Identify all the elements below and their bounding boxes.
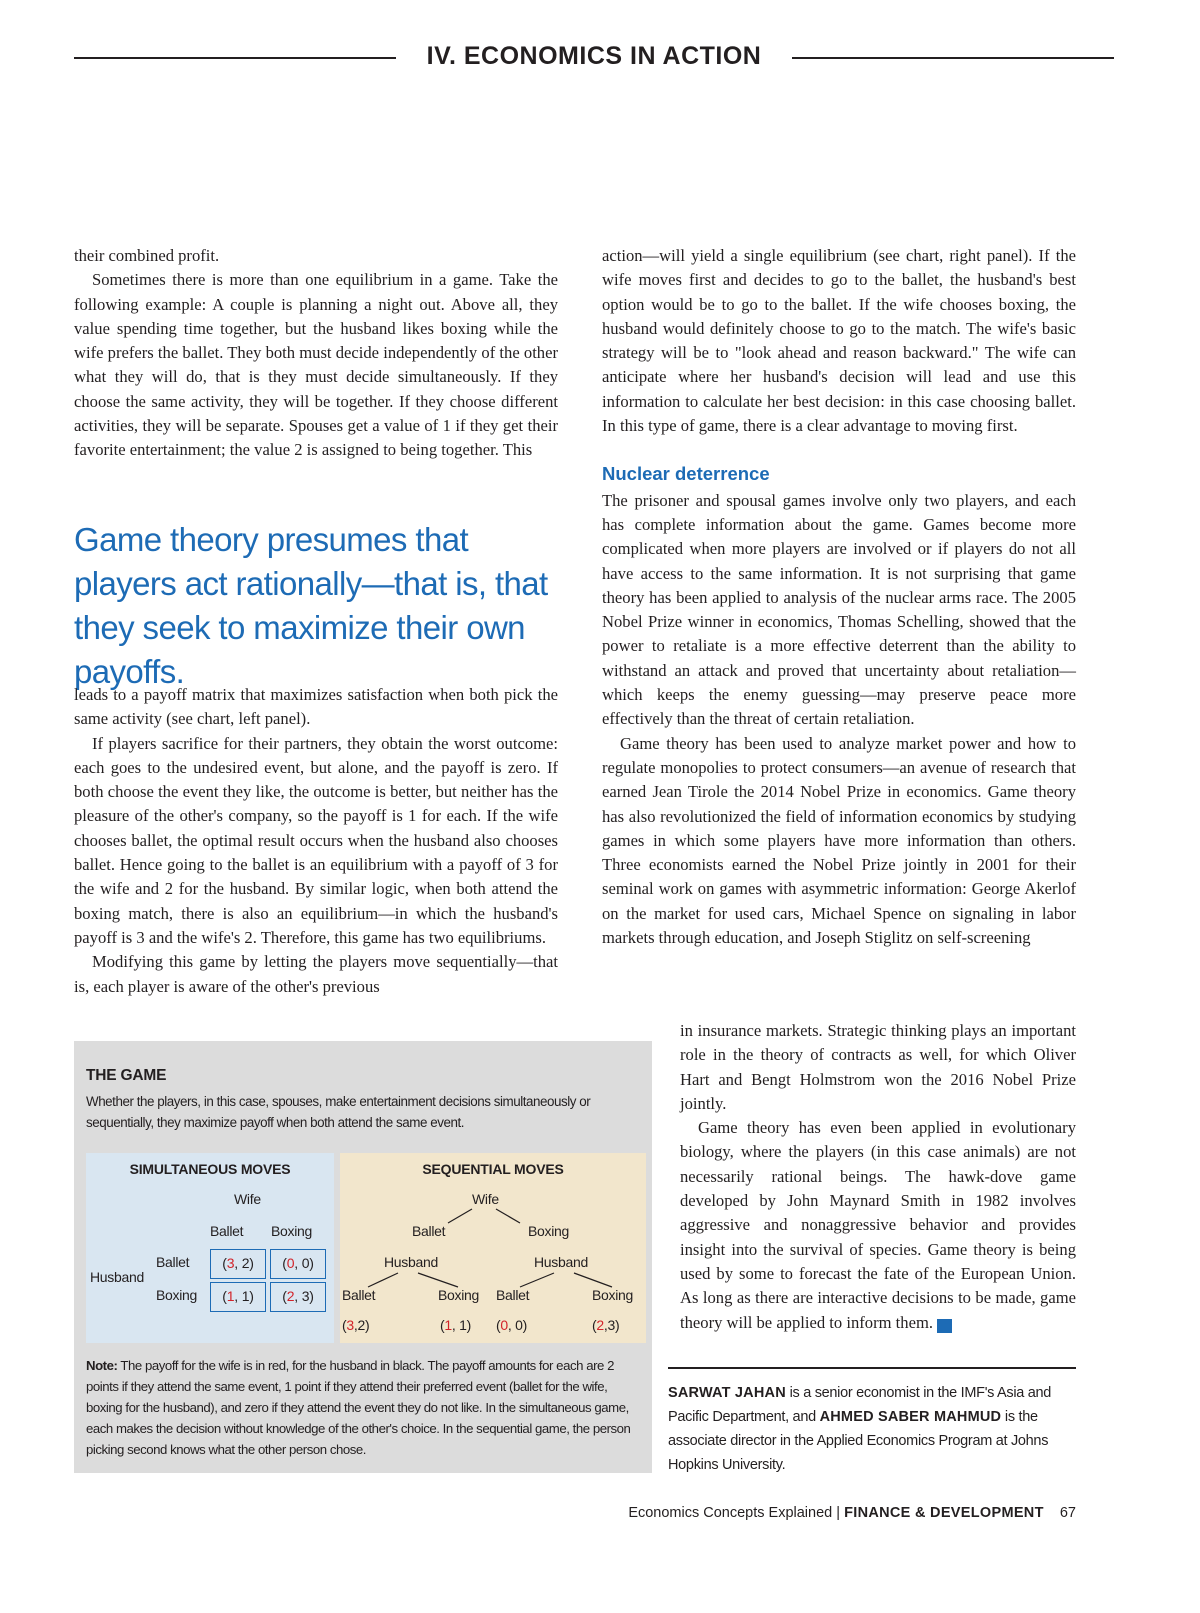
fd-end-mark-icon: FD	[937, 1319, 952, 1333]
wife-payoff: 1	[226, 1288, 235, 1304]
paragraph: leads to a payoff matrix that maximizes satisfaction when both pick the same activity (see chart, left panel).	[74, 685, 558, 729]
husband-payoff: 0	[515, 1317, 523, 1333]
column-player-label: Wife	[234, 1191, 261, 1207]
wife-payoff: 0	[500, 1317, 508, 1333]
husband-payoff: 2	[357, 1317, 365, 1333]
tree-branch	[496, 1209, 520, 1223]
row-option-label: Ballet	[156, 1254, 190, 1270]
game-tree-lines	[340, 1153, 646, 1343]
leaf-payoff: (0, 0)	[496, 1317, 527, 1333]
footer-separator: |	[836, 1505, 841, 1521]
paragraph	[680, 1116, 1076, 1335]
tree-leaf-label: Ballet	[496, 1287, 530, 1303]
payoff-cell: (0, 0)	[270, 1249, 326, 1279]
paragraph: in insurance markets. Strategic thinking plays an important role in the theory of contracts as well, for which Oliver Hart and Bengt Holmstrom won the 2016 Nobel Prize jointly.	[680, 1021, 1076, 1113]
footer-series: Economics Concepts Explained	[628, 1505, 833, 1521]
payoff-cell: (3, 2)	[210, 1249, 266, 1279]
tree-branch	[448, 1209, 472, 1223]
figure-note	[86, 1355, 646, 1460]
author-name: AHMED SABER MAHMUD	[819, 1409, 1002, 1425]
pull-quote: Game theory presumes that players act rationally—that is, that they seek to maximize their own payoffs.	[74, 521, 548, 690]
wife-payoff: 2	[596, 1317, 604, 1333]
payoff-cell: (1, 1)	[210, 1282, 266, 1312]
payoff-cell: (2, 3)	[270, 1282, 326, 1312]
panel-heading: SIMULTANEOUS MOVES	[129, 1161, 291, 1177]
section-title: IV. ECONOMICS IN ACTION	[426, 42, 762, 70]
right-column-narrow	[680, 1019, 1076, 1335]
husband-payoff: 1	[459, 1317, 467, 1333]
paragraph: If players sacrifice for their partners, they obtain the worst outcome: each goes to the undesired event, but alone, and the payoff is zero. If both choose the event they like, the outcome is better, but neither has the pleasure of the other's company, so the payoff is 1 for each. If the wife chooses ballet, the optimal result occurs when the husband also chooses ballet. Hence going to the ballet is an equilibrium with a payoff of 3 for the wife and 2 for the husband. By similar logic, when both attend the boxing match, there is also an equilibrium—in which the husband's payoff is 3 and the wife's 2. Therefore, this game has two equilibriums.	[74, 733, 558, 947]
paragraph: Modifying this game by letting the players move sequentially—that is, each player is aware of the other's previous	[74, 952, 558, 996]
tree-branch	[520, 1273, 554, 1287]
bio-text: is a senior economist in the IMF's Asia and Pacific Department, and	[668, 1385, 1052, 1425]
page-number: 67	[1059, 1505, 1076, 1521]
left-column-top	[74, 244, 558, 463]
leaf-payoff: (1, 1)	[440, 1317, 471, 1333]
bio-text: is the associate director in the Applied Economics Program at Johns Hopkins University.	[668, 1409, 1049, 1473]
tree-branch	[368, 1273, 398, 1287]
subheading: Nuclear deterrence	[602, 463, 770, 485]
husband-payoff: 3	[301, 1288, 310, 1304]
tree-leaf-label: Ballet	[342, 1287, 376, 1303]
right-column	[602, 244, 1076, 950]
paragraph-text: Game theory has even been applied in evolutionary biology, where the players (in this case animals) are not necessarily rational beings. The hawk-dove game developed by John Maynard Smith in 1982 involves aggressive and nonaggressive behavior and provides insight into the survival of species. Game theory is being used by some to forecast the fate of the European Union. As long as there are interactive decisions to be made, game theory will be applied to inform them.	[680, 1118, 1076, 1332]
author-bio	[668, 1381, 1068, 1477]
section-header	[74, 38, 1114, 78]
simultaneous-moves-panel	[86, 1153, 334, 1343]
note-text: The payoff for the wife is in red, for the husband in black. The payoff amounts for each are 2 points if they attend the same event, 1 point if they attend their preferred event (ballet for the wife, boxing for the husband), and zero if they attend the event they do not like. In the simultaneous game, each makes the decision without knowledge of the other's choice. In the sequential game, the person picking second knows what the other person chose.	[86, 1358, 631, 1457]
tree-player-label: Husband	[534, 1254, 588, 1270]
paragraph: Sometimes there is more than one equilibrium in a game. Take the following example: A couple is planning a night out. Above all, they value spending time together, but the husband likes boxing while the wife prefers the ballet. They both must decide independently of the other what they will do, that is they must decide simultaneously. If they choose the same activity, they will be together. If they choose different activities, they will be separate. Spouses get a value of 1 if they get their favorite entertainment; the value 2 is assigned to being together. This	[74, 270, 558, 460]
tree-leaf-label: Boxing	[438, 1287, 480, 1303]
tree-branch	[574, 1273, 612, 1287]
figure-title: THE GAME	[86, 1067, 167, 1084]
wife-payoff: 1	[444, 1317, 452, 1333]
paragraph: Game theory has been used to analyze market power and how to regulate monopolies to protect consumers—an avenue of research that earned Jean Tirole the 2014 Nobel Prize in economics. Game theory has also revolutionized the field of information economics by studying games in which some players have more information than others. Three economists earned the Nobel Prize jointly in 2001 for their seminal work on games with asymmetric information: George Akerlof on the market for used cars, Michael Spence on signaling in labor markets through education, and Joseph Stiglitz on self-screening	[602, 733, 1076, 948]
bio-divider	[668, 1367, 1076, 1369]
tree-move-label: Ballet	[412, 1223, 446, 1239]
note-label: Note:	[86, 1358, 118, 1373]
wife-payoff: 3	[346, 1317, 354, 1333]
husband-payoff: 2	[241, 1255, 250, 1271]
page-footer	[628, 1505, 1076, 1521]
footer-magazine: FINANCE & DEVELOPMENT	[844, 1505, 1044, 1521]
husband-payoff: 1	[241, 1288, 250, 1304]
header-rule-left	[74, 57, 396, 59]
paragraph: The prisoner and spousal games involve only two players, and each has complete information about the game. Games become more complicated when more players are involved or if players do not all have access to the same information. It is not surprising that game theory has been applied to analysis of the nuclear arms race. The 2005 Nobel Prize winner in economics, Thomas Schelling, showed that the power to retaliate is a more effective deterrent than the ability to withstand an attack and proved that uncertainty about retaliation—which keeps the enemy guessing—may preserve peace more effectively than the threat of certain retaliation.	[602, 490, 1076, 729]
paragraph: action—will yield a single equilibrium (see chart, right panel). If the wife moves first and decides to go to the ballet, the husband's best option would be to go to the ballet. If the wife chooses boxing, the husband would definitely choose to go to the match. The wife's basic strategy will be to "look ahead and reason backward." The wife can anticipate where her husband's decision will lead and use this information to calculate her best decision: in this case choosing ballet. In this type of game, there is a clear advantage to moving first.	[602, 246, 1076, 436]
tree-root-label: Wife	[472, 1191, 499, 1207]
leaf-payoff: (3,2)	[342, 1317, 370, 1333]
paragraph: their combined profit.	[74, 246, 220, 265]
tree-player-label: Husband	[384, 1254, 438, 1270]
figure-subtitle: Whether the players, in this case, spouses, make entertainment decisions simultaneously or sequentially, they maximize payoff when both attend the same event.	[86, 1094, 591, 1130]
column-option-label: Ballet	[210, 1223, 244, 1239]
tree-move-label: Boxing	[528, 1223, 570, 1239]
tree-leaf-label: Boxing	[592, 1287, 634, 1303]
leaf-payoff: (2,3)	[592, 1317, 620, 1333]
row-player-label: Husband	[90, 1269, 144, 1285]
wife-payoff: 0	[286, 1255, 295, 1271]
panel-heading: SEQUENTIAL MOVES	[422, 1161, 564, 1177]
left-column-mid	[74, 683, 558, 999]
row-option-label: Boxing	[156, 1287, 198, 1303]
author-name: SARWAT JAHAN	[668, 1385, 786, 1401]
game-figure-box	[74, 1041, 652, 1473]
sequential-moves-panel	[340, 1153, 646, 1343]
husband-payoff: 0	[301, 1255, 310, 1271]
header-rule-right	[792, 57, 1114, 59]
wife-payoff: 2	[286, 1288, 295, 1304]
wife-payoff: 3	[226, 1255, 235, 1271]
husband-payoff: 3	[607, 1317, 615, 1333]
tree-branch	[418, 1273, 458, 1287]
column-option-label: Boxing	[271, 1223, 313, 1239]
